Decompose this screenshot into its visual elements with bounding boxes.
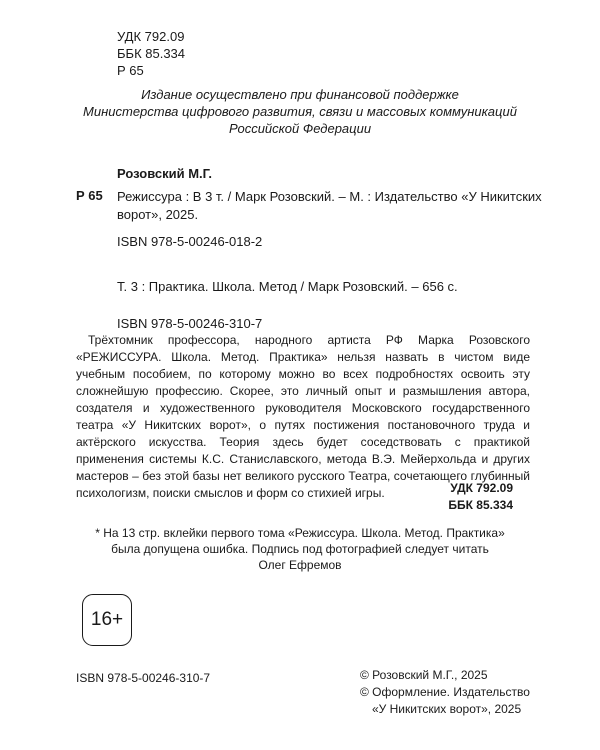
isbn-footer: ISBN 978-5-00246-310-7 <box>76 671 211 685</box>
age-rating-label: 16+ <box>90 609 124 630</box>
isbn-set: ISBN 978-5-00246-018-2 <box>117 234 263 249</box>
udk-block-bottom <box>400 480 513 514</box>
erratum-line: Олег Ефремов <box>258 558 342 572</box>
copyright-line: © Розовский М.Г., 2025 <box>360 668 488 682</box>
author-heading: Розовский М.Г. <box>117 166 212 181</box>
udk-block-top <box>117 28 185 79</box>
copyright-block <box>360 667 530 718</box>
funding-line: Министерства цифрового развития, связи и массовых коммуникаций <box>83 104 517 119</box>
erratum-note <box>0 525 600 573</box>
bbk-code: ББК 85.334 <box>448 498 513 512</box>
udk-code: УДК 792.09 <box>450 481 513 495</box>
funding-notice <box>0 86 600 137</box>
bibliographic-description: Режиссура : В 3 т. / Марк Розовский. – М. : Издательство «У Никитских ворот», 2025. <box>117 189 542 222</box>
volume-description: Т. 3 : Практика. Школа. Метод / Марк Розовский. – 656 с. <box>117 279 458 294</box>
author-sign: Р 65 <box>117 63 144 78</box>
age-rating-badge <box>82 594 132 646</box>
author-sign-code: Р 65 <box>76 188 103 203</box>
udk-code: УДК 792.09 <box>117 29 185 44</box>
isbn-volume: ISBN 978-5-00246-310-7 <box>117 316 263 331</box>
copyright-line: «У Никитских ворот», 2025 <box>372 702 522 716</box>
erratum-line: была допущена ошибка. Подпись под фотографией следует читать <box>111 542 489 556</box>
bbk-code: ББК 85.334 <box>117 46 186 61</box>
copyright-line: © Оформление. Издательство <box>360 685 530 699</box>
funding-line: Издание осуществлено при финансовой поддержке <box>141 87 459 102</box>
erratum-line: * На 13 стр. вклейки первого тома «Режиссура. Школа. Метод. Практика» <box>95 526 505 540</box>
funding-line: Российской Федерации <box>228 121 372 136</box>
annotation: Трёхтомник профессора, народного артиста РФ Марка Розовского «РЕЖИССУРА. Школа. Метод. Практика» нельзя назвать в чистом виде учебным пособием, по которому можно во всех подробностях освоить эту сложнейшую профессию. Скорее, это личный опыт и размышления автора, создателя и художественного руководителя Московского государственного театра «У Никитских ворот», о путях постижения постановочного труда и актёрского искусства. Теория здесь будет соседствовать с практикой применения системы К.С. Станиславского, метода В.Э. Мейерхольда и других мастеров – без этой базы нет великого русского Театра, сочетающего глубинный психологизм, поиски смыслов и форм со стихией игры. <box>76 333 530 500</box>
